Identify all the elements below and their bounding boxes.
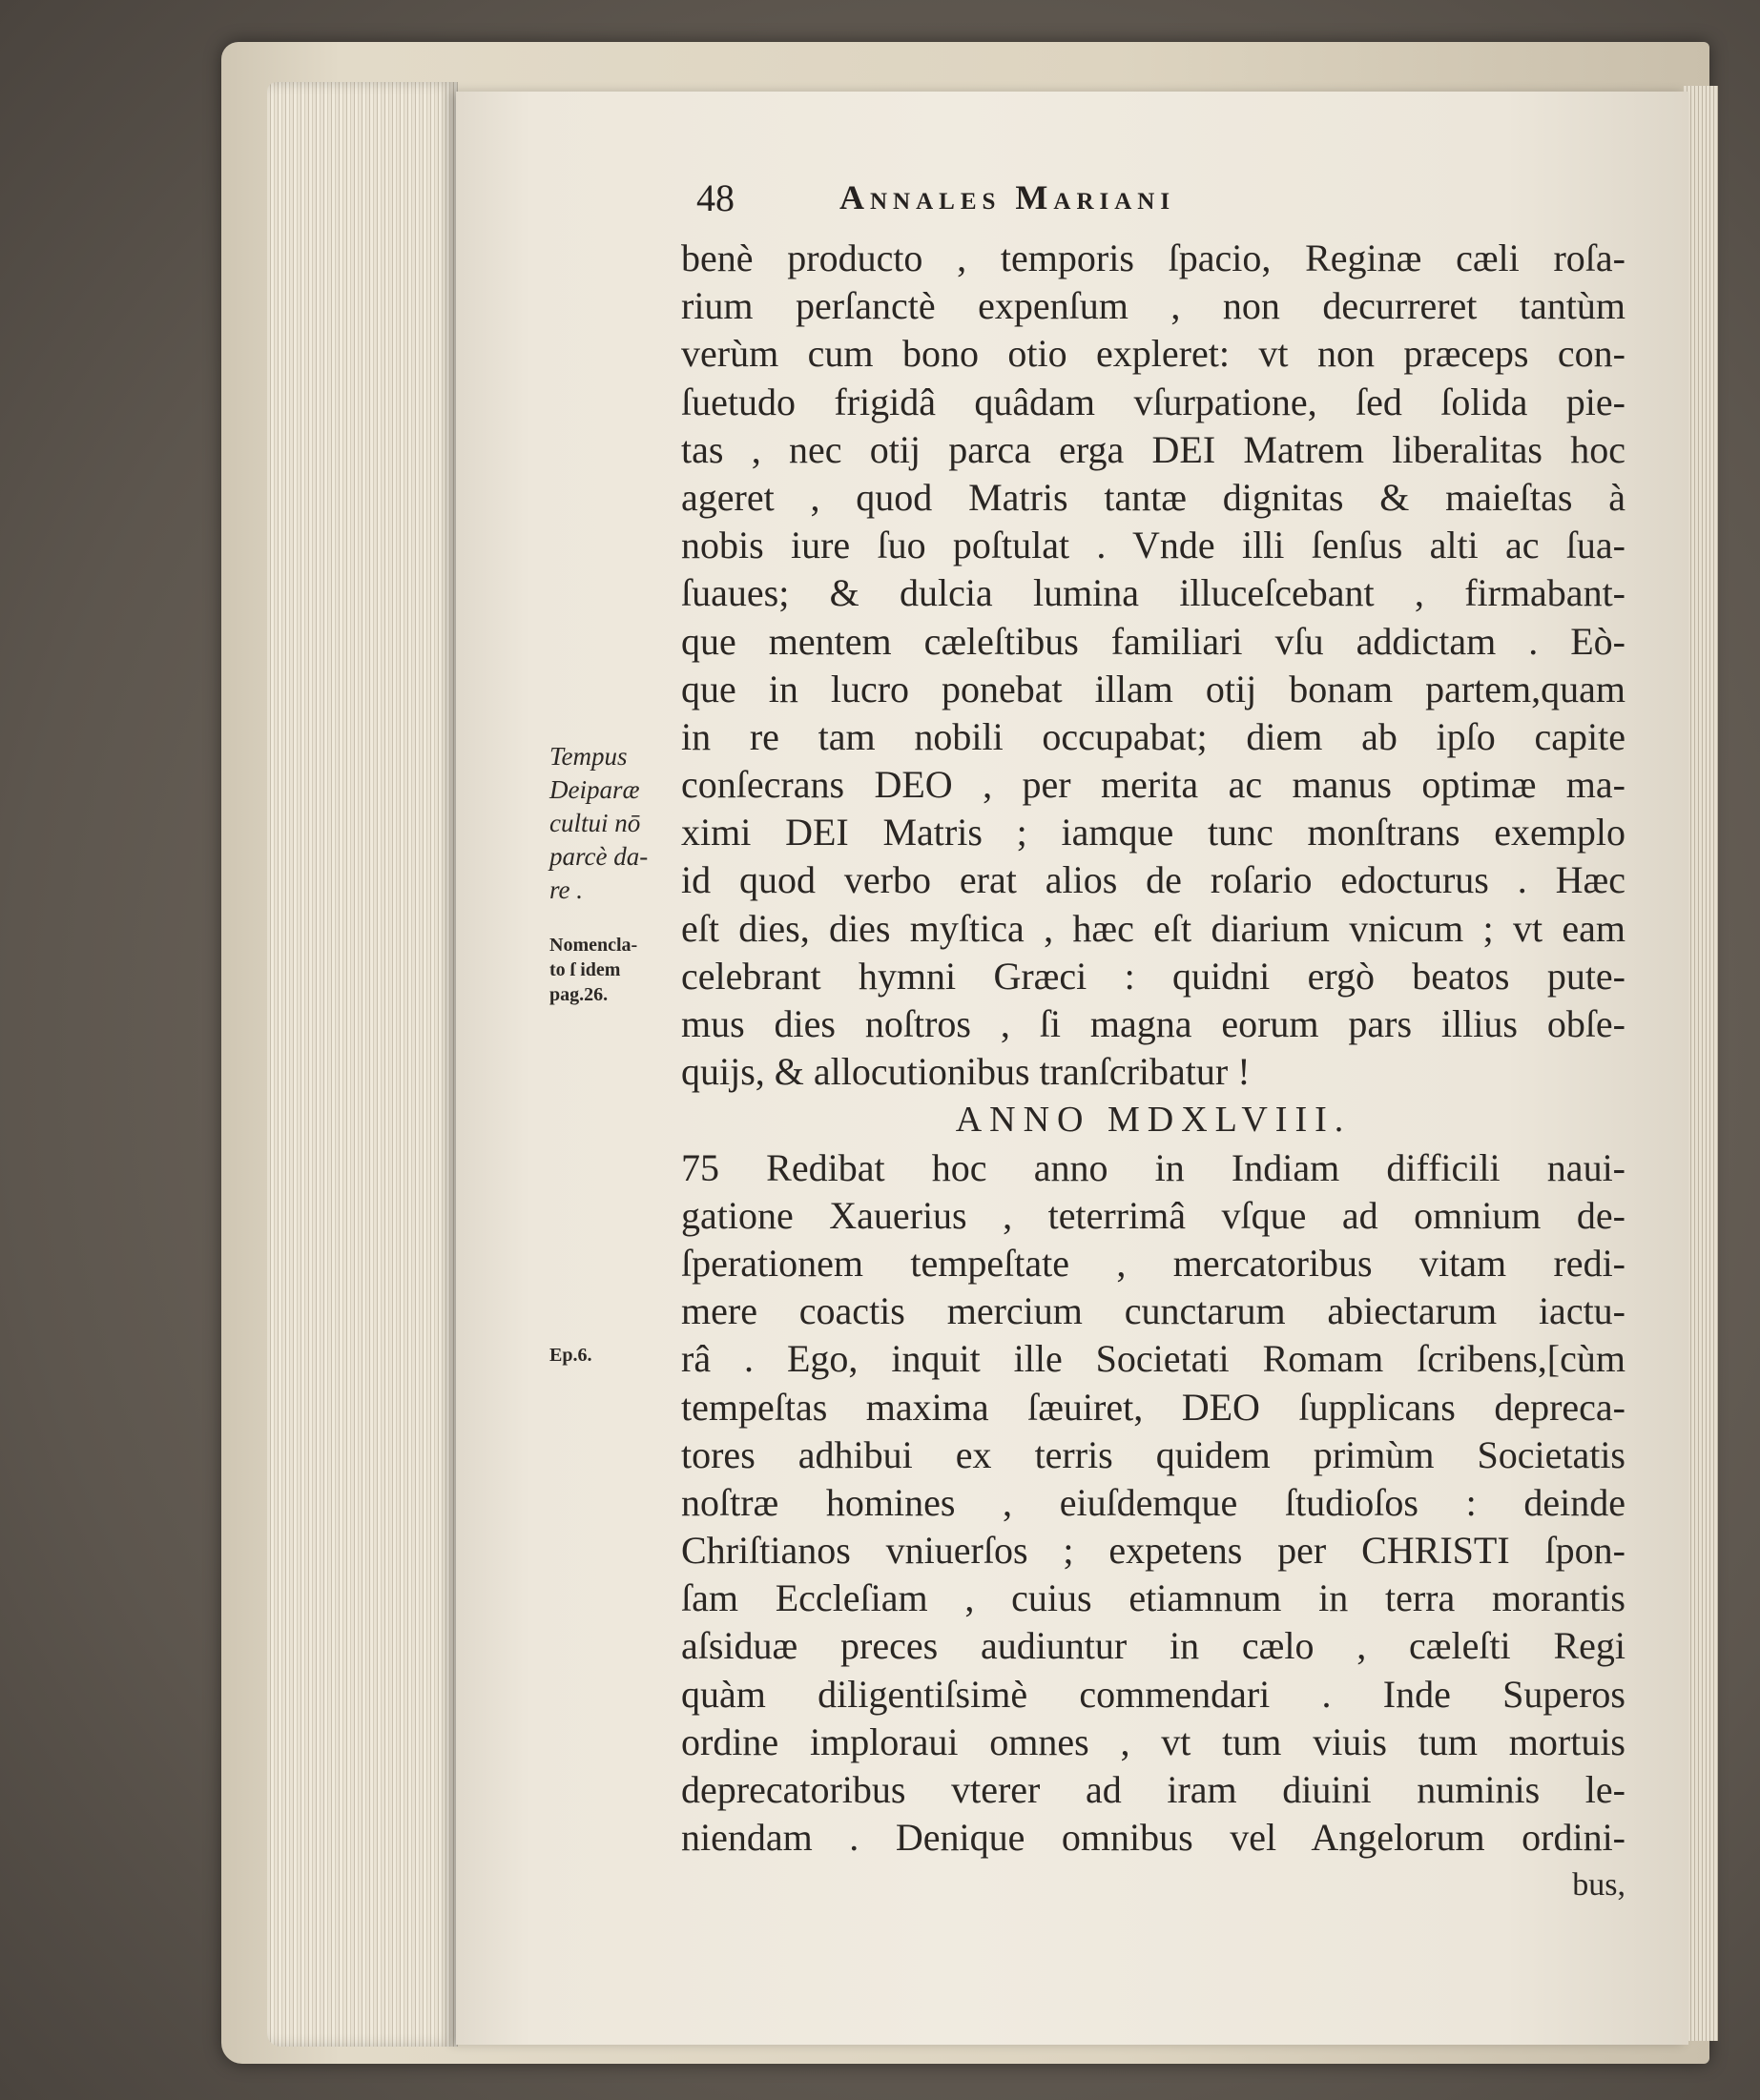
margin-note-ep [549,1343,693,1368]
text-line: tempeſtas maxima ſæuiret, DEO ſupplicans depreca- [681,1385,1625,1429]
margin-note-line: parcè da- [549,842,649,871]
running-title: Annales Mariani [839,178,1176,216]
text-line: mus dies noſtros , ſi magna eorum pars illius obſe- [681,1002,1625,1045]
text-line: ſuaues; & dulcia lumina illuceſcebant , firmabant- [681,571,1625,615]
text-line: gatione Xauerius , teterrimâ vſque ad omnium de- [681,1193,1625,1237]
text-line: ſperationem tempeſtate , mercatoribus vitam redi- [681,1241,1625,1285]
text-line: niendam . Denique omnibus vel Angelorum ordini- [681,1816,1625,1860]
text-line: nobis iure ſuo poſtulat . Vnde illi ſenſus alti ac ſua- [681,524,1625,567]
text-line: que in lucro ponebat illam otij bonam partem,quam [681,667,1625,710]
text-line: conſecrans DEO , per merita ac manus optimæ ma- [681,763,1625,807]
margin-note-line: re . [549,875,583,904]
text-line: eſt dies, dies myſtica , hæc eſt diarium vnicum ; vt eam [681,906,1625,950]
text-line: aſsiduæ preces audiuntur in cælo , cæleſti Regi [681,1624,1625,1668]
body-text [681,235,1625,1910]
text-line: ſuetudo frigidâ quâdam vſurpatione, ſed ſolida pie- [681,380,1625,423]
year-heading: ANNO MDXLVIII. [955,1100,1352,1141]
margin-note-tempus [549,740,693,907]
text-line: noſtræ homines , eiuſdemque ſtudioſos : deinde [681,1480,1625,1524]
margin-note-line: Deiparæ [549,775,640,804]
page-number: 48 [696,176,735,219]
margin-note-line: Tempus [549,742,628,771]
text-line: ſam Eccleſiam , cuius etiamnum in terra morantis [681,1576,1625,1620]
margin-note-line: to ſ idem [549,959,621,980]
page-block-edges [267,82,458,2047]
text-line: Chriſtianos vniuerſos ; expetens per CHRISTI ſpon- [681,1529,1625,1573]
text-line: id quod verbo erat alios de roſario edocturus . Hæc [681,858,1625,902]
text-line: tores adhibui ex terris quidem primùm Societatis [681,1432,1625,1476]
text-line: quàm diligentiſsimè commendari . Inde Superos [681,1672,1625,1716]
margin-note-nomencla [549,933,693,1007]
text-line: que mentem cæleſtibus familiari vſu addictam . Eò- [681,619,1625,663]
running-head [696,175,1631,233]
text-line: mere coactis mercium cunctarum abiectarum iactu- [681,1289,1625,1333]
text-line: rium perſanctè expenſum , non decurreret tantùm [681,284,1625,328]
text-line: deprecatoribus vterer ad iram diuini numinis le- [681,1768,1625,1811]
text-line: râ . Ego, inquit ille Societati Romam ſcribens,[cùm [681,1337,1625,1381]
margin-note-line: pag.26. [549,984,609,1005]
book-page [456,92,1688,2045]
text-line: verùm cum bono otio expleret: vt non præceps con- [681,332,1625,376]
text-line: tas , nec otij parca erga DEI Matrem liberalitas hoc [681,427,1625,471]
text-line: quijs, & allocutionibus tranſcribatur ! [681,1050,1251,1094]
text-line: ximi DEI Matris ; iamque tunc monſtrans exemplo [681,811,1625,854]
text-line: 75 Redibat hoc anno in Indiam difficili naui- [681,1145,1625,1189]
text-line: ageret , quod Matris tantæ dignitas & maieſtas à [681,475,1625,519]
margin-note-line: Ep.6. [549,1345,592,1366]
margin-note-line: Nomencla- [549,935,638,956]
text-line: ordine imploraui omnes , vt tum viuis tum mortuis [681,1719,1625,1763]
text-line: celebrant hymni Græci : quidni ergò beatos pute- [681,954,1625,998]
catchword: bus, [1572,1867,1625,1904]
text-line: in re tam nobili occupabat; diem ab ipſo capite [681,714,1625,758]
margin-note-line: cultui nō [549,809,641,837]
text-line: benè producto , temporis ſpacio, Reginæ cæli roſa- [681,237,1625,279]
right-page-edges [1684,86,1718,2041]
